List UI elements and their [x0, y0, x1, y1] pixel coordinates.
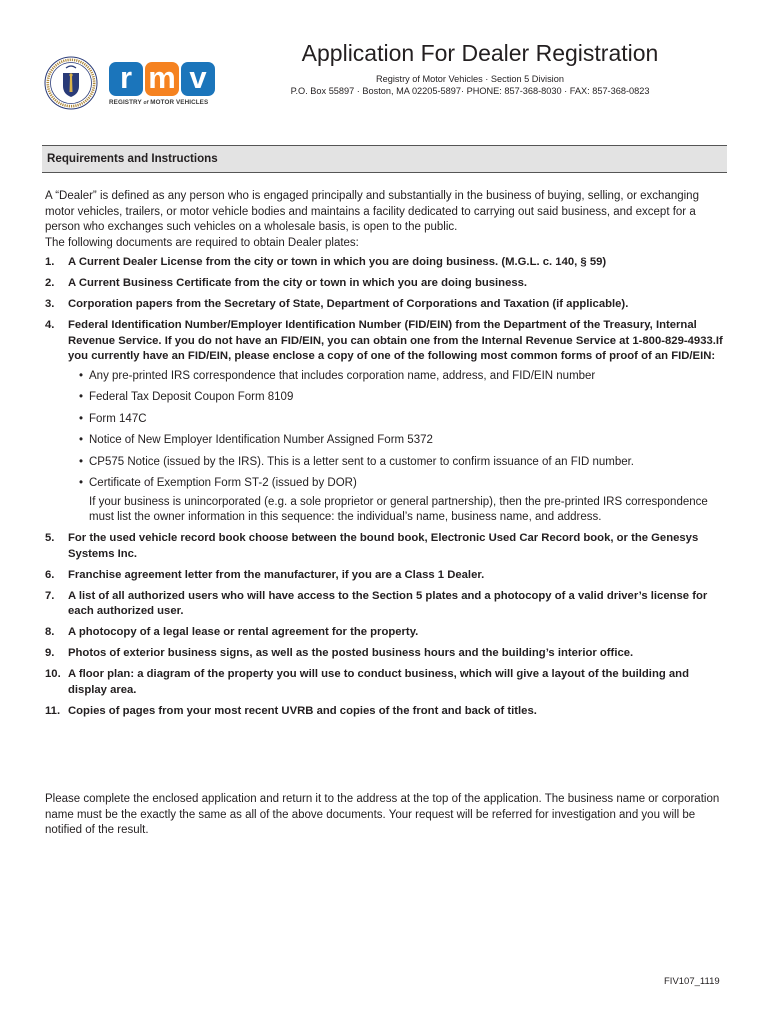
- list-item: 4. Federal Identification Number/Employer Identification Number (FID/EIN) from the Department of the Treasury, Internal Revenue Service. If you do not have an FID/EIN, you can obtain one from the Internal Revenue Service at 1-800-829-4933.If you currently have an FID/EIN, please enclose a copy of one of the following most common forms of proof of an FID/EIN: • Any pre-printed IRS correspondence that includes corporation name, address, and FID/EIN number • Federal Tax Deposit Coupon Form 8109 • Form 147C • Notice of New Employer Identification Number Assigned Form 5372 • CP575 Notice (issued by the IRS). This is a letter sent to a customer to confirm issuance of an FID number. • Certificate of Exemption Form ST-2 (issued by DOR) If your business is unincorporated (e.g. a sole proprietor or general partnership), then the pre-printed IRS correspondence must list the owner information in this sequence: the individual’s name, business name, and address.: [45, 318, 730, 526]
- list-item: 11. Copies of pages from your most recent UVRB and copies of the front and back of titles.: [45, 704, 537, 717]
- documents-intro: The following documents are required to obtain Dealer plates:: [45, 236, 359, 249]
- rmv-logo-caption: REGISTRY of MOTOR VEHICLES: [109, 99, 209, 106]
- division-address-line: Registry of Motor Vehicles · Section 5 Division: [376, 74, 564, 84]
- list-item: 9. Photos of exterior business signs, as well as the posted business hours and the building’s interior office.: [45, 647, 634, 659]
- list-item: 6. Franchise agreement letter from the manufacturer, if you are a Class 1 Dealer.: [45, 568, 485, 581]
- required-documents-list: [45, 255, 730, 719]
- list-item: 10. A floor plan: a diagram of the property you will use to conduct business, which will give a layout of the building and display area.: [45, 668, 689, 696]
- proof-form-item: • Form 147C: [79, 412, 147, 425]
- section-title: Requirements and Instructions: [47, 152, 218, 165]
- list-item: 5. For the used vehicle record book choose between the bound book, Electronic Used Car Record book, or the Genesys Systems Inc.: [45, 532, 699, 560]
- rmv-logo-letter-v: v: [181, 62, 215, 96]
- dealer-definition: A “Dealer” is defined as any person who is engaged principally and substantially in the business of buying, selling, or exchanging motor vehicles, trailers, or motor vehicle bodies and maintains a facility dedicated to carrying out said business, and except for a person who exchanges such vehicles on a wholesale basis, is open to the public.: [45, 190, 699, 233]
- list-item: 3. Corporation papers from the Secretary of State, Department of Corporations and Taxation (if applicable).: [45, 298, 629, 310]
- list-item: 7. A list of all authorized users who will have access to the Section 5 plates and a photocopy of a valid driver’s license for each authorized user.: [45, 589, 708, 617]
- page-title: Application For Dealer Registration: [301, 40, 659, 66]
- proof-form-item: • Notice of New Employer Identification Number Assigned Form 5372: [79, 434, 433, 446]
- rmv-logo-letter-m: m: [145, 62, 179, 96]
- proof-form-item: • Certificate of Exemption Form ST-2 (issued by DOR): [79, 477, 357, 489]
- closing-instructions: Please complete the enclosed application and return it to the address at the top of the application. The business name or corporation name must be the exactly the same as all of the above documents. Your request will be referred for investigation and you will be notified of the result.: [45, 793, 720, 836]
- instructions-body: [45, 189, 730, 725]
- fid-proof-forms-list: [68, 369, 730, 492]
- contact-address-line: P.O. Box 55897 · Boston, MA 02205-5897· PHONE: 857-368-8030 · FAX: 857-368-0823: [290, 86, 650, 96]
- list-item: 2. A Current Business Certificate from the city or town in which you are doing business.: [45, 277, 528, 289]
- list-item: 8. A photocopy of a legal lease or rental agreement for the property.: [45, 626, 419, 638]
- unincorporated-note: If your business is unincorporated (e.g. a sole proprietor or general partnership), then the pre-printed IRS correspondence must list the owner information in this sequence: the individual’s name, business name, and address.: [89, 495, 708, 523]
- section-header-bar: [42, 145, 727, 173]
- rmv-logo-letter-r: r: [109, 62, 143, 96]
- proof-form-item: • Federal Tax Deposit Coupon Form 8109: [79, 391, 294, 403]
- proof-form-item: • Any pre-printed IRS correspondence that includes corporation name, address, and FID/EIN number: [79, 369, 596, 382]
- massachusetts-seal-icon: [44, 56, 98, 110]
- list-item: 1. A Current Dealer License from the city or town in which you are doing business. (M.G.L. c. 140, § 59): [45, 256, 607, 268]
- rmv-logo: [109, 59, 221, 110]
- form-code: FIV107_1119: [664, 976, 720, 987]
- proof-form-item: • CP575 Notice (issued by the IRS). This is a letter sent to a customer to confirm issuance of an FID number.: [79, 455, 634, 468]
